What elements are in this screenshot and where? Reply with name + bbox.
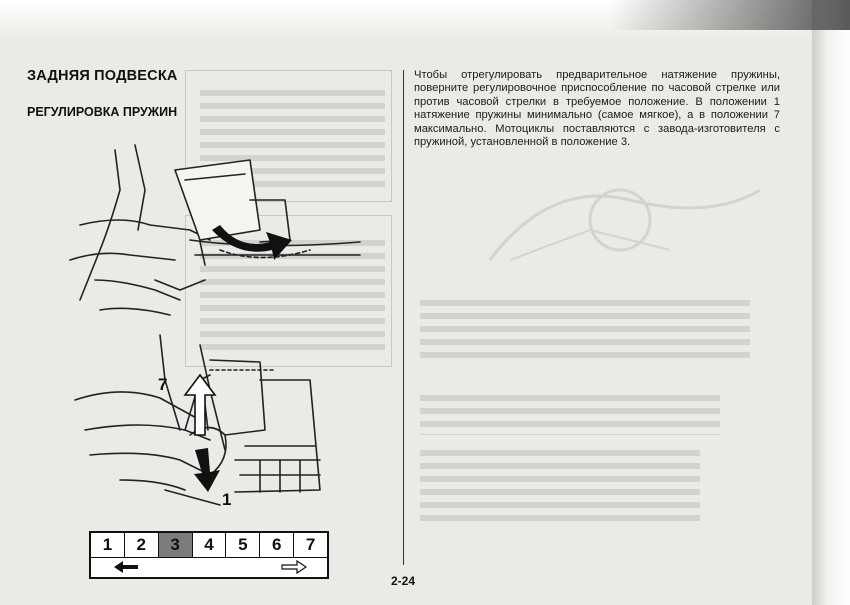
page-edge <box>812 0 850 605</box>
arrow-right-outline-icon <box>281 560 307 574</box>
scale-arrows <box>91 558 327 578</box>
bleed-through-text <box>420 300 750 360</box>
bleed-through-illustration <box>470 160 770 280</box>
arrow-left-filled-icon <box>113 560 139 574</box>
page-number: 2-24 <box>391 574 416 588</box>
bleed-through-text <box>420 395 720 435</box>
scale-position-5: 5 <box>226 533 260 557</box>
scale-position-7: 7 <box>305 535 316 554</box>
position-label-7: 7 <box>158 375 168 394</box>
scale-position-6: 6 <box>260 533 294 557</box>
position-label-1: 1 <box>222 490 232 509</box>
scan-shadow <box>610 0 850 30</box>
adjustment-scale <box>89 531 329 579</box>
column-divider <box>403 70 404 565</box>
spring-adjuster-illustration <box>60 130 390 525</box>
arrow-up-icon <box>185 375 215 435</box>
scale-positions <box>91 533 327 558</box>
scale-position-1: 1 <box>91 533 125 557</box>
scale-position-3: 3 <box>159 533 193 557</box>
section-subtitle: РЕГУЛИРОВКА ПРУЖИН <box>27 105 178 119</box>
scale-position-2: 2 <box>125 533 159 557</box>
bleed-through-text <box>420 450 700 525</box>
scale-position-4: 4 <box>193 533 227 557</box>
page-title: ЗАДНЯЯ ПОДВЕСКА <box>27 68 178 84</box>
instruction-paragraph: Чтобы отрегулировать предварительное натяжение пружины, поверните регулировочное приспособление по часовой стрелке или против часовой стрелки в требуемое положение. В положении 1 натяжение пружины минимально (самое мягкое), а в положении 7 максимально. Мотоциклы поставляются с завода-изготовителя с пружиной, установленной в положение 3. <box>414 69 780 149</box>
